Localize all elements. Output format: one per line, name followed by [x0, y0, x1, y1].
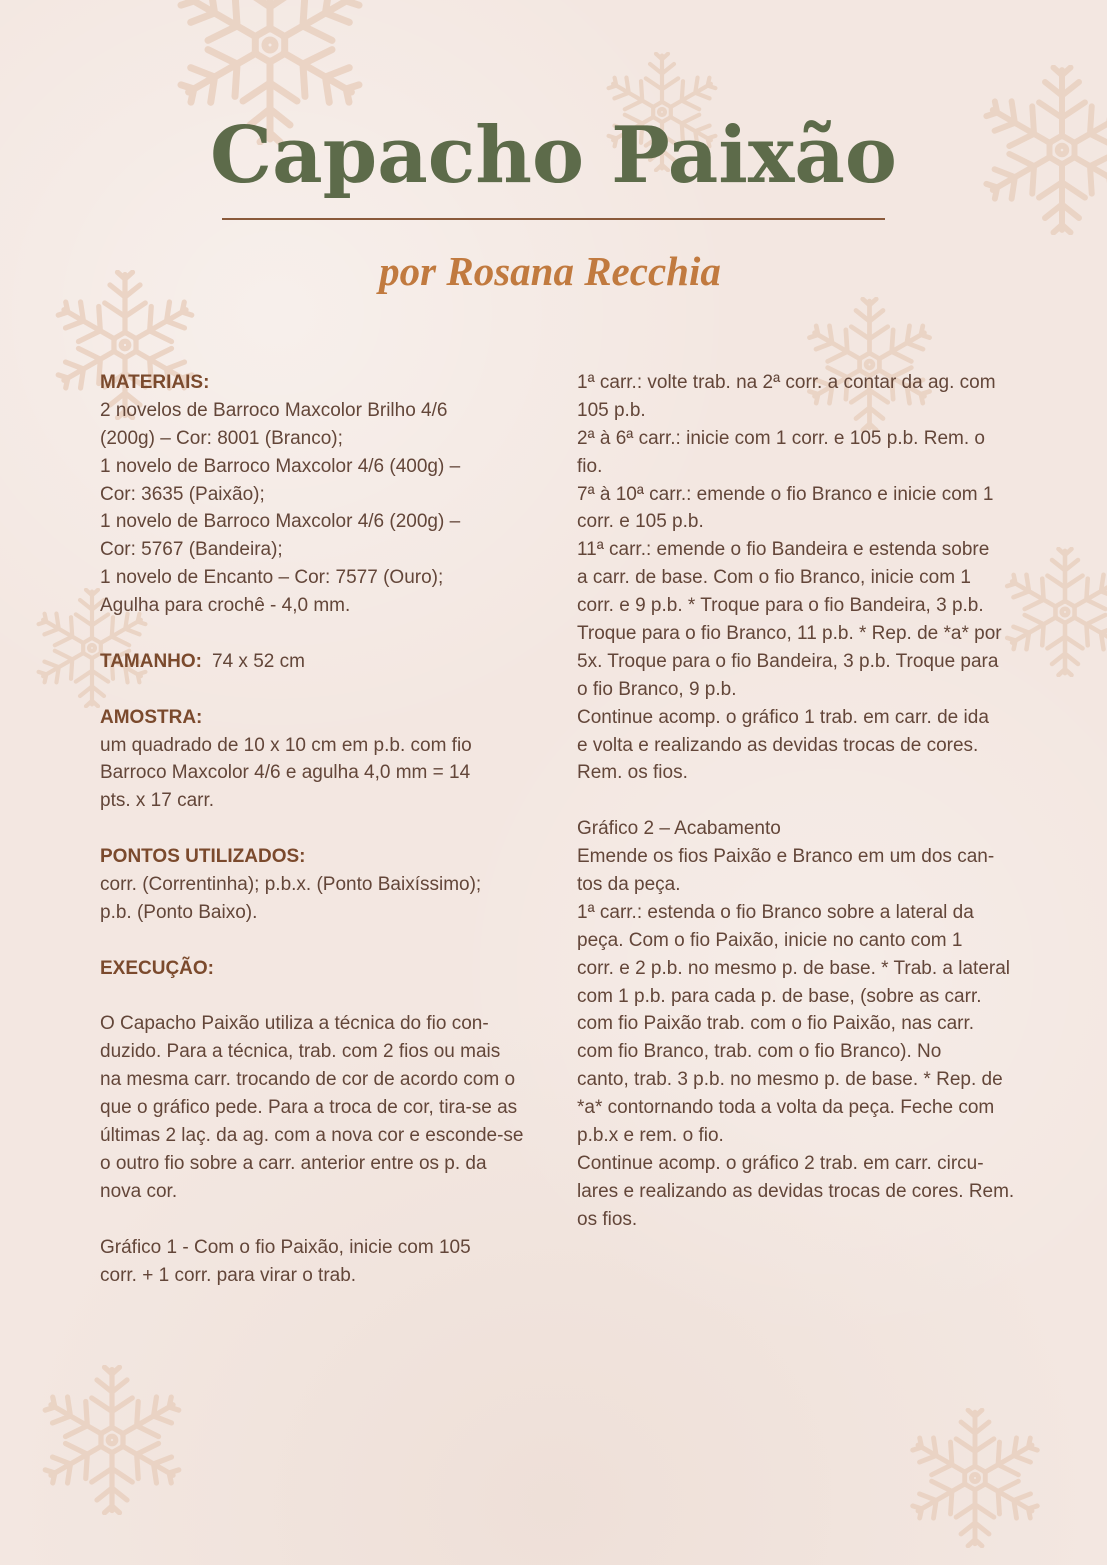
- grafico1-row-line-5: 7ª à 10ª carr.: emende o fio Branco e inicie com 1: [577, 483, 994, 505]
- grafico1-row-line-15: Rem. os fios.: [577, 762, 688, 784]
- materiais-line-7: 1 novelo de Encanto – Cor: 7577 (Ouro);: [100, 567, 444, 589]
- materiais-line-2: (200g) – Cor: 8001 (Branco);: [100, 427, 343, 449]
- grafico1-row-line-8: a carr. de base. Com o fio Branco, inicie com 1: [577, 567, 971, 589]
- tamanho-heading: TAMANHO:: [100, 650, 203, 672]
- grafico2-line-3: 1ª carr.: estenda o fio Branco sobre a lateral da: [577, 901, 974, 923]
- grafico1-row-line-2: 105 p.b.: [577, 399, 646, 421]
- amostra-heading: AMOSTRA:: [100, 706, 203, 728]
- grafico1-row-line-14: e volta e realizando as devidas trocas de cores.: [577, 734, 979, 756]
- materiais-line-1: 2 novelos de Barroco Maxcolor Brilho 4/6: [100, 399, 448, 421]
- title-divider: [222, 218, 885, 220]
- grafico1-row-line-7: 11ª carr.: emende o fio Bandeira e estenda sobre: [577, 539, 990, 561]
- amostra-line-1: um quadrado de 10 x 10 cm em p.b. com fio: [100, 734, 472, 756]
- pontos-heading: PONTOS UTILIZADOS:: [100, 846, 306, 868]
- snowflake-icon: [907, 1410, 1044, 1546]
- pontos-line-2: p.b. (Ponto Baixo).: [100, 901, 258, 923]
- materiais-line-4: Cor: 3635 (Paixão);: [100, 483, 265, 505]
- grafico2-line-11: p.b.x e rem. o fio.: [577, 1125, 724, 1147]
- amostra-line-2: Barroco Maxcolor 4/6 e agulha 4,0 mm = 14: [100, 762, 471, 784]
- grafico1-row-line-12: o fio Branco, 9 p.b.: [577, 678, 737, 700]
- grafico2-line-5: corr. e 2 p.b. no mesmo p. de base. * Trab. a lateral: [577, 957, 1011, 979]
- grafico1-intro-line-2: corr. + 1 corr. para virar o trab.: [100, 1264, 357, 1286]
- grafico1-row-line-3: 2ª à 6ª carr.: inicie com 1 corr. e 105 p.b. Rem. o: [577, 427, 985, 449]
- tamanho-value: 74 x 52 cm: [212, 650, 305, 672]
- execucao-intro-line-3: na mesma carr. trocando de cor de acordo com o: [100, 1069, 516, 1091]
- grafico2-line-12: Continue acomp. o gráfico 2 trab. em carr. circu-: [577, 1152, 984, 1174]
- execucao-intro-line-5: últimas 2 laç. da ag. com a nova cor e esconde-se: [100, 1125, 524, 1147]
- tamanho-line: [100, 648, 560, 676]
- grafico1-row-line-10: Troque para o fio Branco, 11 p.b. * Rep. de *a* por: [577, 623, 1002, 645]
- execucao-intro-line-6: o outro fio sobre a carr. anterior entre os p. da: [100, 1152, 487, 1174]
- materiais-line-8: Agulha para crochê - 4,0 mm.: [100, 595, 351, 617]
- grafico1-row-line-11: 5x. Troque para o fio Bandeira, 3 p.b. Troque para: [577, 650, 999, 672]
- grafico1-row-line-13: Continue acomp. o gráfico 1 trab. em carr. de ida: [577, 706, 989, 728]
- pontos-line-1: corr. (Correntinha); p.b.x. (Ponto Baixíssimo);: [100, 874, 482, 896]
- grafico2-line-10: *a* contornando toda a volta da peça. Feche com: [577, 1097, 995, 1119]
- grafico1-row-line-6: corr. e 105 p.b.: [577, 511, 704, 533]
- grafico2-line-9: canto, trab. 3 p.b. no mesmo p. de base. * Rep. de: [577, 1069, 1003, 1091]
- materiais-line-5: 1 novelo de Barroco Maxcolor 4/6 (200g) –: [100, 511, 461, 533]
- amostra-line-3: pts. x 17 carr.: [100, 790, 215, 812]
- page-title: Capacho Paixão: [210, 110, 897, 201]
- grafico2-line-6: com 1 p.b. para cada p. de base, (sobre as carr.: [577, 985, 982, 1007]
- snowflake-icon: [39, 1367, 185, 1513]
- execucao-intro-line-7: nova cor.: [100, 1180, 178, 1202]
- grafico2-line-2: tos da peça.: [577, 874, 681, 896]
- materiais-heading: MATERIAIS:: [100, 372, 210, 393]
- grafico1-row-line-1: 1ª carr.: volte trab. na 2ª corr. a contar da ag. com: [577, 372, 996, 393]
- grafico2-line-7: com fio Paixão trab. com o fio Paixão, nas carr.: [577, 1013, 975, 1035]
- grafico2-line-1: Emende os fios Paixão e Branco em um dos can-: [577, 846, 995, 868]
- grafico2-title: Gráfico 2 – Acabamento: [577, 818, 781, 840]
- grafico2-line-14: os fios.: [577, 1208, 638, 1230]
- grafico2-line-8: com fio Branco, trab. com o fio Branco). No: [577, 1041, 942, 1063]
- right-column: [577, 369, 1077, 1234]
- execucao-intro-line-2: duzido. Para a técnica, trab. com 2 fios ou mais: [100, 1041, 501, 1063]
- grafico1-row-line-4: fio.: [577, 455, 603, 477]
- author-byline: por Rosana Recchia: [379, 248, 721, 294]
- left-column: [100, 369, 560, 1289]
- grafico1-intro-line-1: Gráfico 1 - Com o fio Paixão, inicie com 105: [100, 1236, 471, 1258]
- grafico2-line-4: peça. Com o fio Paixão, inicie no canto com 1: [577, 929, 963, 951]
- materiais-line-6: Cor: 5767 (Bandeira);: [100, 539, 283, 561]
- execucao-intro-line-4: que o gráfico pede. Para a troca de cor, tira-se as: [100, 1097, 518, 1119]
- execucao-intro-line-1: O Capacho Paixão utiliza a técnica do fio con-: [100, 1013, 489, 1035]
- grafico2-line-13: lares e realizando as devidas trocas de cores. Rem.: [577, 1180, 1015, 1202]
- grafico1-row-line-9: corr. e 9 p.b. * Troque para o fio Bandeira, 3 p.b.: [577, 595, 984, 617]
- materiais-line-3: 1 novelo de Barroco Maxcolor 4/6 (400g) –: [100, 455, 461, 477]
- execucao-heading: EXECUÇÃO:: [100, 957, 215, 979]
